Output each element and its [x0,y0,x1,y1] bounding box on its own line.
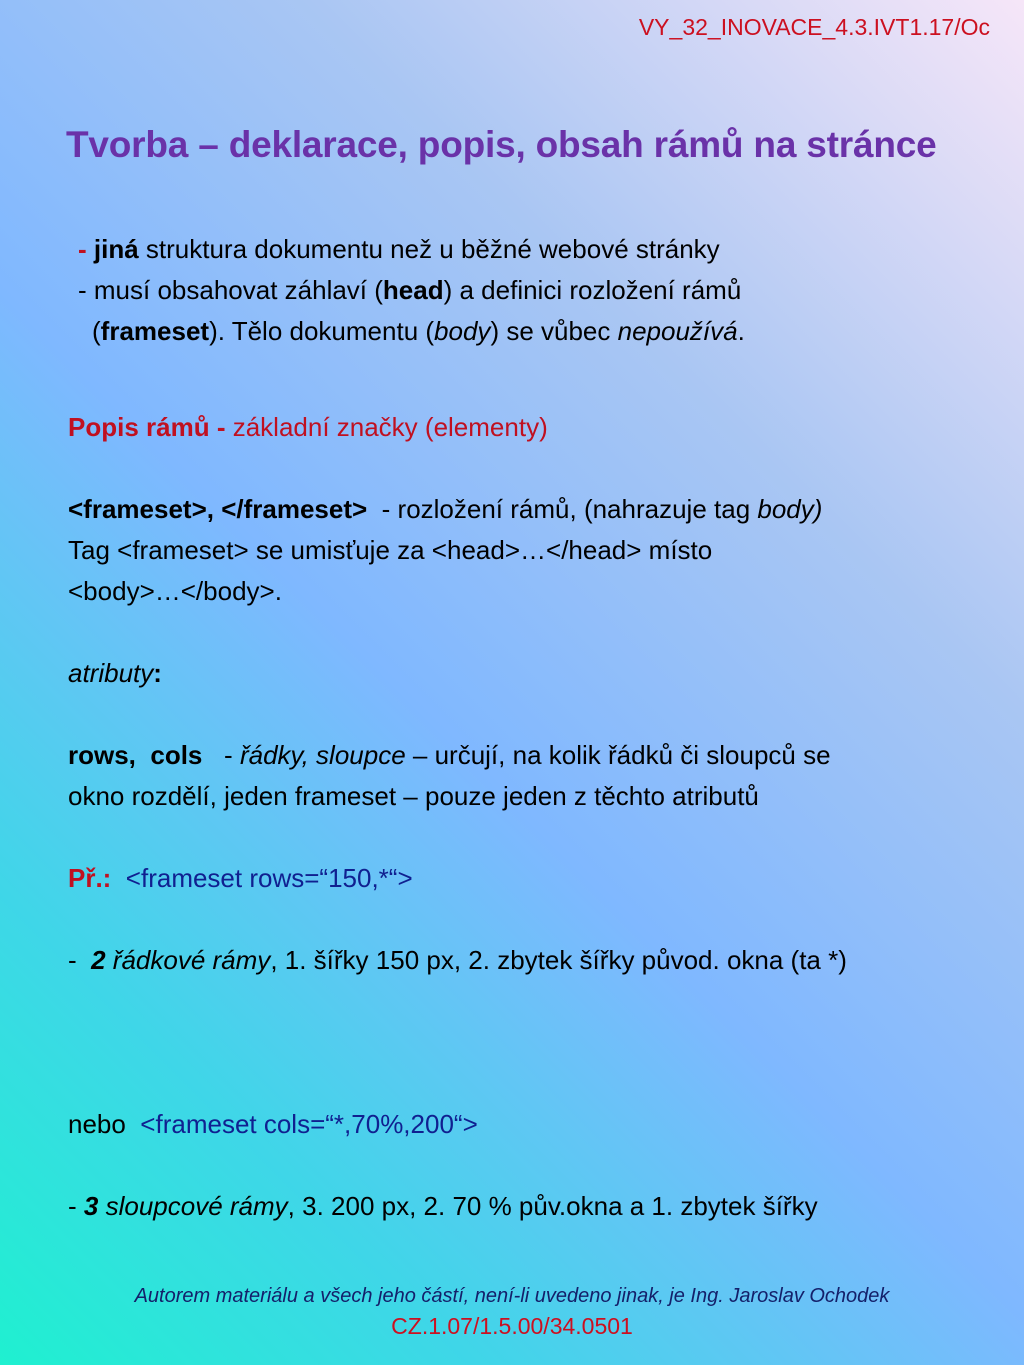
frameset-tag: <frameset>, </frameset> [68,494,368,524]
frameset-line-3: <body>…</body>. [68,576,282,606]
intro-line-2-start: - musí obsahovat záhlaví ( [78,275,383,305]
frameset-desc: - rozložení rámů, (nahrazuje tag [367,494,758,524]
example-1-label: Př.: [68,863,112,893]
intro-line-3 [92,311,745,352]
rows-cols-italic: řádky, sloupce [239,740,406,770]
intro-line-1 [78,229,720,270]
intro-line-3-mid2: ) se vůbec [490,316,618,346]
frameset-line-1 [68,489,822,530]
intro-line-2-rest: ) a definici rozložení rámů [443,275,742,305]
intro-italic-body: body [434,316,491,346]
intro-line-3-mid: ). Tělo dokumentu ( [209,316,435,346]
example-1-code: <frameset rows=“150,*“> [111,863,413,893]
intro-line-3-open: ( [92,316,101,346]
attributes-label-colon: : [153,658,162,688]
intro-italic-nepouziva: nepoužívá [617,316,738,346]
section-heading-rest: základní značky (elementy) [232,412,548,442]
intro-bold-frameset: frameset [100,316,210,346]
intro-line-3-end: . [737,316,745,346]
example-1-desc-italic: řádkové rámy [105,945,271,975]
section-heading-bold: Popis rámů - [68,412,233,442]
example-1 [68,858,413,899]
example-2-desc-num: 3 [83,1191,99,1221]
rows-cols-rest: – určují, na kolik řádků či sloupců se [405,740,831,770]
attributes-label-italic: atributy [68,658,154,688]
example-2-desc-italic: sloupcové rámy [98,1191,288,1221]
example-1-desc [68,940,847,981]
intro-dash: - [78,234,94,264]
footer-project-code: CZ.1.07/1.5.00/34.0501 [391,1313,633,1339]
footer-author: Autorem materiálu a všech jeho částí, není-li uvedeno jinak, je Ing. Jaroslav Ochodek [134,1285,890,1307]
section-heading [68,407,548,448]
example-2-code: <frameset cols=“*,70%,200“> [140,1109,478,1139]
slide-title: Tvorba – deklarace, popis, obsah rámů na stránce [66,124,937,165]
intro-line-1-text: struktura dokumentu než u běžné webové stránky [138,234,720,264]
slide-code: VY_32_INOVACE_4.3.IVT1.17/Oc [638,14,990,40]
example-2-desc-rest: , 3. 200 px, 2. 70 % pův.okna a 1. zbytek šířky [287,1191,818,1221]
example-1-desc-num: 2 [91,945,106,975]
rows-cols-bold: rows, cols [68,740,203,770]
example-2-desc [68,1186,818,1227]
example-1-desc-dash: - [68,945,92,975]
intro-bold-head: head [382,275,444,305]
example-2-desc-dash: - [68,1191,84,1221]
frameset-desc-italic: body) [757,494,823,524]
example-2 [68,1104,478,1145]
example-1-desc-rest: , 1. šířky 150 px, 2. zbytek šířky původ. okna (ta *) [270,945,847,975]
rows-cols-dash: - [202,740,240,770]
example-2-prefix: nebo [68,1109,141,1139]
attributes-label [68,653,162,694]
rows-cols-line-2: okno rozdělí, jeden frameset – pouze jeden z těchto atributů [68,781,759,811]
intro-bold-jina: jiná [93,234,139,264]
intro-line-2 [78,270,741,311]
rows-cols-line-1 [68,735,831,776]
frameset-line-2: Tag <frameset> se umisťuje za <head>…</head> místo [68,535,713,565]
